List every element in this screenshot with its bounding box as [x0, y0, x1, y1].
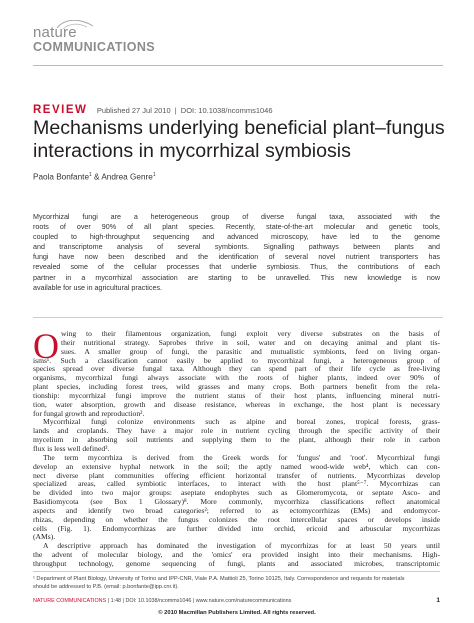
body-line: cells (Fig. 1). Endomycorrhizas are further divided into orchid, ericoid and arbuscular mycorrhizas — [33, 523, 440, 533]
footer-journal: NATURE COMMUNICATIONS — [33, 598, 107, 604]
affiliation-footnote — [33, 575, 440, 591]
body-line: mycelium in absorbing soil nutrients and supplying them to the plant, although their role in carbon — [33, 435, 440, 445]
body-line: The term mycorrhiza is derived from the Greek words for 'fungus' and 'root'. Mycorrhizal fungi — [43, 452, 440, 462]
footnote-line: ¹ Department of Plant Biology, University of Torino and IPP-CNR, Viale P.A. Mattioli 25, Torino 10125, Italy. Correspondence and requests for materials — [33, 576, 405, 582]
abstract-line: fungi have now been described and the identification of several novel nutrient transporters has — [33, 253, 440, 262]
title-line: interactions in mycorrhizal symbiosis — [33, 140, 351, 162]
footer-citation: | 1:48 | DOI: 10.1038/ncomms1046 | www.nature.com/naturecommunications — [106, 598, 292, 604]
body-line: specialized areas, called symbiotic interfaces, to interact with the host plant⁵⁻⁷. Mycorrhizas can — [33, 479, 440, 489]
article-title — [33, 117, 453, 163]
body-line: Mycorrhizal fungi colonize environments such as alpine and boreal zones, tropical forests, grass- — [43, 417, 440, 427]
footnote-line: should be addressed to P.B. (email: p.bonfante@ipp.cnr.it). — [33, 584, 179, 590]
body-line: their nutritional strategy. Saprobes thrive in soil, water and on decaying animal and plant tis- — [61, 337, 440, 347]
drop-cap: O — [33, 326, 59, 366]
body-line: A descriptive approach has dominated the investigation of mycorrhizas for at least 50 years until — [43, 541, 440, 551]
page-number: 1 — [436, 597, 440, 604]
abstract-line: revealed some of the cellular processes that underlie symbiosis. Thus, the contributions of each — [33, 263, 440, 272]
article-type: REVIEW — [33, 104, 88, 116]
body-line: flux is less well defined³. — [33, 443, 110, 453]
body-line: plant species, including forest trees, wild grasses and many crops. Both partners benefit from the rela- — [33, 382, 440, 392]
page-footer — [33, 598, 440, 604]
body-line: lands and croplands. They have a major role in nutrient cycling through the specific activity of their — [33, 426, 440, 436]
abstract-line: partner in a mycorrhizal association are starting to be unravelled. This new knowledge is now — [33, 273, 440, 282]
body-line: organisms, mycorrhizal fungi always associate with the roots of higher plants, indeed over 90% of — [33, 373, 440, 383]
body-line: (AMs). — [33, 532, 56, 542]
copyright-notice: © 2010 Macmillan Publishers Limited. All rights reserved. — [158, 610, 316, 616]
abstract-divider — [33, 317, 443, 318]
article-meta — [33, 100, 273, 118]
logo-swirl-icon — [55, 20, 95, 30]
body-line: nect diverse plant communities offering efficient horizontal transfer of nutrients. Mycorrhizas develop — [33, 470, 440, 480]
body-line: rhizas, depending on whether the fungus colonizes the root intercellular spaces or develops inside — [33, 514, 440, 524]
affiliation-marker: 1 — [89, 172, 92, 178]
published-date: Published 27 Jul 2010 — [96, 106, 171, 115]
journal-logo — [33, 26, 155, 54]
body-line: Basidiomycota (see Box 1 Glossary)⁸. More commonly, mycorrhiza classifications reflect anatomical — [33, 497, 440, 507]
abstract-line: available for use in agricultural practices. — [33, 283, 162, 292]
abstract-line: roots of over 90% of all plant species. Recently, state-of-the-art molecular and genetic tools, — [33, 223, 440, 232]
body-text — [33, 326, 440, 569]
body-line: isms¹. Such a classification cannot easily be applied to mycorrhizal fungi, a heterogeneous group of — [33, 355, 440, 365]
meta-divider: | — [174, 106, 177, 115]
logo-nature-text: nature — [33, 24, 77, 41]
body-line: throughput technology, genome sequencing of fungi, plants and associated microbes, transcriptomic — [33, 558, 440, 568]
abstract — [33, 212, 440, 293]
body-line: aspects and identify two broad categories²; referred to as ectomycorrhizas (EMs) and endomycor- — [33, 505, 440, 515]
body-line: develop an extensive hyphal network in the soil; the aptly named wood-wide web⁴, which can con- — [33, 461, 440, 471]
body-line: species spread over diverse fungal taxa. Although they can spend part of their life cycle as free-living — [33, 364, 440, 374]
body-line: for fungal growth and reproduction². — [33, 408, 145, 418]
logo-communications-text: COMMUNICATIONS — [33, 40, 156, 54]
body-line: wing to their filamentous organization, fungi exploit very diverse substrates on the basis of — [61, 329, 440, 338]
body-line: be divided into two major groups: aseptate endophytes such as Glomeromycota, or septate Asco- and — [33, 488, 440, 498]
body-line: tionship: mycorrhizal fungi improve the nutrient status of their host plants, influencing mineral nutri- — [33, 390, 440, 400]
author-list — [33, 172, 156, 182]
abstract-line: coupled to high-throughput sequencing and advanced microscopy, have led to the genome — [33, 233, 440, 242]
body-line: sues. A smaller group of fungi, the parasitic and mutualistic symbionts, feed on living organ- — [61, 346, 440, 356]
author-name: Paola Bonfante — [33, 172, 89, 182]
abstract-line: and transcriptome analysis of several symbionts. Signalling pathways between plants and — [33, 243, 440, 252]
author-name: & Andrea Genre — [91, 172, 153, 182]
body-line: the advent of molecular biology, and the 'omics' era provided insight into their mechanisms. High- — [33, 550, 440, 560]
footnote-divider — [33, 571, 440, 572]
header-divider — [33, 65, 443, 66]
publication-info — [97, 106, 273, 115]
doi: DOI: 10.1038/ncomms1046 — [180, 106, 273, 115]
abstract-line: Mycorrhizal fungi are a heterogeneous group of diverse fungal taxa, associated with the — [33, 213, 440, 221]
affiliation-marker: 1 — [152, 172, 156, 178]
title-line: Mechanisms underlying beneficial plant–fungus — [33, 117, 445, 139]
body-line: tion, water absorption, growth and disease resistance, whereas in exchange, the host plant is necessary — [33, 399, 440, 409]
